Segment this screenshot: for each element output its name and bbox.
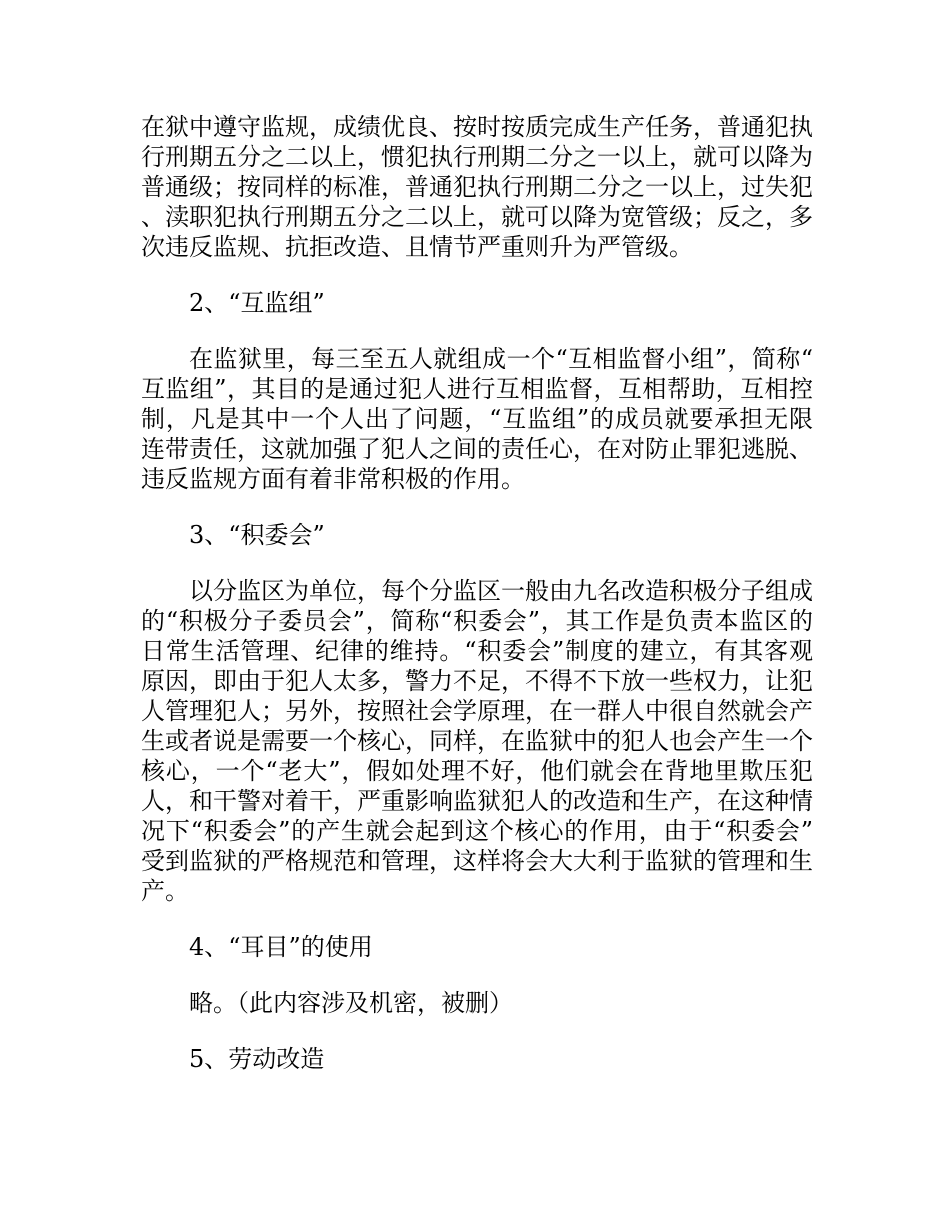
paragraph-activist-committee: 以分监区为单位，每个分监区一般由九名改造积极分子组成的“积极分子委员会”，简称“积委会”，其工作是负责本监区的日常生活管理、纪律的维持。“积委会”制度的建立，有其客观原因，即由于犯人太多，警力不足，不得不下放一些权力，让犯人管理犯人；另外，按照社会学原理，在一群人中很自然就会产生或者说是需要一个核心，同样，在监狱中的犯人也会产生一个核心，一个“老大”，假如处理不好，他们就会在背地里欺压犯人，和干警对着干，严重影响监狱犯人的改造和生产，在这种情况下“积委会”的产生就会起到这个核心的作用，由于“积委会”受到监狱的严格规范和管理，这样将会大大利于监狱的管理和生产。 (141, 577, 813, 905)
paragraph-mutual-supervision-group: 在监狱里，每三至五人就组成一个“互相监督小组”，简称“互监组”，其目的是通过犯人进行互相监督，互相帮助，互相控制，凡是其中一个人出了问题，“互监组”的成员就要承担无限连带责任，这就加强了犯人之间的责任心，在对防止罪犯逃脱、违反监规方面有着非常积极的作用。 (141, 345, 813, 493)
section-heading-labor-reform: 5、劳动改造 (189, 1045, 325, 1073)
paragraph-continuation: 在狱中遵守监规，成绩优良、按时按质完成生产任务，普通犯执行刑期五分之二以上，惯犯执行刑期二分之一以上，就可以降为普通级；按同样的标准，普通犯执行刑期二分之一以上，过失犯、渎职犯执行刑期五分之二以上，就可以降为宽管级；反之，多次违反监规、抗拒改造、且情节严重则升为严管级。 (141, 113, 813, 261)
section-heading-activist-committee: 3、“积委会” (189, 521, 325, 549)
section-heading-informants: 4、“耳目”的使用 (189, 933, 373, 961)
document-body (141, 112, 813, 1074)
section-heading-mutual-supervision-group: 2、“互监组” (189, 289, 325, 317)
paragraph-informants-omitted: 略。（此内容涉及机密，被删） (189, 989, 513, 1017)
